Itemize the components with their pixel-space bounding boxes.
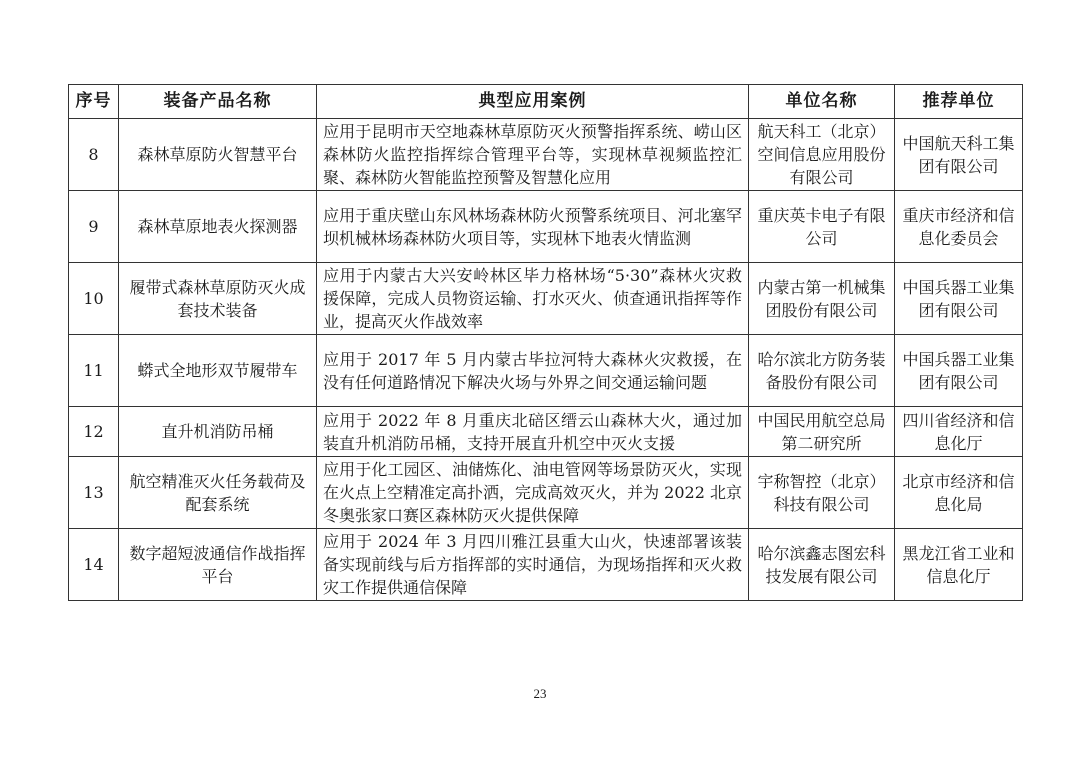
page-number: 23: [533, 686, 547, 701]
row-number: 10: [69, 263, 119, 335]
application-case: 应用于重庆壁山东风林场森林防火预警系统项目、河北塞罕坝机械林场森林防火项目等，实现林下地表火情监测: [317, 191, 749, 263]
table-row: [69, 407, 1023, 457]
company-name: 哈尔滨北方防务装备股份有限公司: [749, 335, 895, 407]
product-name: 直升机消防吊桶: [119, 407, 317, 457]
recommender: 黑龙江省工业和信息化厅: [895, 529, 1023, 601]
application-case: 应用于化工园区、油储炼化、油电管网等场景防灭火，实现在火点上空精准定高扑洒，完成高效灭火，并为 2022 北京冬奥张家口赛区森林防灭火提供保障: [317, 457, 749, 529]
table-header-row: [69, 85, 1023, 119]
table-row: [69, 263, 1023, 335]
company-name: 内蒙古第一机械集团股份有限公司: [749, 263, 895, 335]
row-number: 11: [69, 335, 119, 407]
header-company-name: 单位名称: [749, 85, 895, 119]
application-case: 应用于内蒙古大兴安岭林区毕力格林场“5·30”森林火灾救援保障，完成人员物资运输、打水灭火、侦查通讯指挥等作业，提高灭火作战效率: [317, 263, 749, 335]
application-case: 应用于昆明市天空地森林草原防灭火预警指挥系统、崂山区森林防火监控指挥综合管理平台等，实现林草视频监控汇聚、森林防火智能监控预警及智慧化应用: [317, 119, 749, 191]
table-row: [69, 119, 1023, 191]
product-name: 数字超短波通信作战指挥平台: [119, 529, 317, 601]
company-name: 哈尔滨鑫志图宏科技发展有限公司: [749, 529, 895, 601]
product-name: 航空精准灭火任务载荷及配套系统: [119, 457, 317, 529]
header-application-case: 典型应用案例: [317, 85, 749, 119]
company-name: 重庆英卡电子有限公司: [749, 191, 895, 263]
header-serial-number: 序号: [69, 85, 119, 119]
header-recommender: 推荐单位: [895, 85, 1023, 119]
product-name: 蟒式全地形双节履带车: [119, 335, 317, 407]
application-case: 应用于 2017 年 5 月内蒙古毕拉河特大森林火灾救援，在没有任何道路情况下解决火场与外界之间交通运输问题: [317, 335, 749, 407]
company-name: 宇称智控（北京）科技有限公司: [749, 457, 895, 529]
row-number: 13: [69, 457, 119, 529]
company-name: 航天科工（北京）空间信息应用股份有限公司: [749, 119, 895, 191]
company-name: 中国民用航空总局第二研究所: [749, 407, 895, 457]
recommender: 中国航天科工集团有限公司: [895, 119, 1023, 191]
application-case: 应用于 2022 年 8 月重庆北碚区缙云山森林大火，通过加装直升机消防吊桶，支持开展直升机空中灭火支援: [317, 407, 749, 457]
recommender: 中国兵器工业集团有限公司: [895, 335, 1023, 407]
row-number: 8: [69, 119, 119, 191]
recommender: 中国兵器工业集团有限公司: [895, 263, 1023, 335]
recommender: 北京市经济和信息化局: [895, 457, 1023, 529]
recommender: 四川省经济和信息化厅: [895, 407, 1023, 457]
table-row: [69, 335, 1023, 407]
row-number: 9: [69, 191, 119, 263]
equipment-table: [68, 84, 1023, 601]
table-row: [69, 191, 1023, 263]
table-row: [69, 529, 1023, 601]
row-number: 12: [69, 407, 119, 457]
recommender: 重庆市经济和信息化委员会: [895, 191, 1023, 263]
row-number: 14: [69, 529, 119, 601]
table-row: [69, 457, 1023, 529]
product-name: 森林草原地表火探测器: [119, 191, 317, 263]
header-product-name: 装备产品名称: [119, 85, 317, 119]
application-case: 应用于 2024 年 3 月四川雅江县重大山火，快速部署该装备实现前线与后方指挥部的实时通信，为现场指挥和灭火救灾工作提供通信保障: [317, 529, 749, 601]
product-name: 履带式森林草原防灭火成套技术装备: [119, 263, 317, 335]
product-name: 森林草原防火智慧平台: [119, 119, 317, 191]
